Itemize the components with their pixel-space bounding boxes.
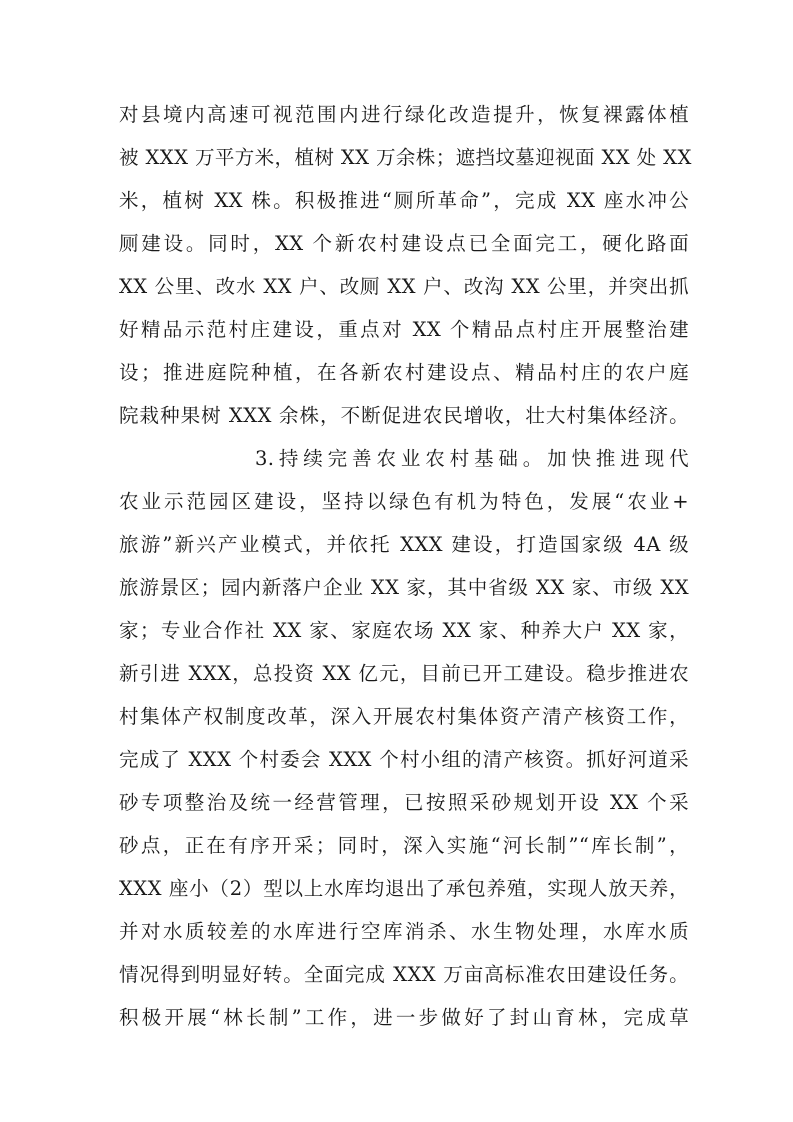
body-text-line: 设；推进庭院种植，在各新农村建设点、精品村庄的农户庭: [119, 361, 689, 384]
section-heading-line: 3.持续完善农业农村基础。加快推进现代: [255, 447, 689, 470]
body-text-line: 米，植树 XX 株。积极推进“厕所革命”，完成 XX 座水冲公: [119, 189, 689, 212]
body-text-line: 被 XXX 万平方米，植树 XX 万余株；遮挡坟墓迎视面 XX 处 XX: [119, 146, 692, 169]
body-text-line: 村集体产权制度改革，深入开展农村集体资产清产核资工作，: [119, 705, 689, 728]
body-text-line: 旅游”新兴产业模式，并依托 XXX 建设，打造国家级 4A 级: [119, 533, 689, 556]
body-text-line: 旅游景区；园内新落户企业 XX 家，其中省级 XX 家、市级 XX: [119, 576, 689, 599]
body-text-line: 对县境内高速可视范围内进行绿化改造提升，恢复裸露体植: [119, 103, 689, 126]
body-text-line: 砂点，正在有序开采；同时，深入实施“河长制”“库长制”，: [119, 834, 689, 857]
body-text-line: XXX 座小（2）型以上水库均退出了承包养殖，实现人放天养，: [119, 877, 689, 900]
body-text-line: 院栽种果树 XXX 余株，不断促进农民增收，壮大村集体经济。: [119, 404, 689, 427]
body-text-line: 新引进 XXX，总投资 XX 亿元，目前已开工建设。稳步推进农: [119, 662, 689, 685]
body-text-line: 情况得到明显好转。全面完成 XXX 万亩高标准农田建设任务。: [119, 963, 689, 986]
body-text-line: 砂专项整治及统一经营管理，已按照采砂规划开设 XX 个采: [119, 791, 689, 814]
body-text-line: 家；专业合作社 XX 家、家庭农场 XX 家、种养大户 XX 家，: [119, 619, 689, 642]
body-text-line: 完成了 XXX 个村委会 XXX 个村小组的清产核资。抓好河道采: [119, 748, 689, 771]
body-text-line: 并对水质较差的水库进行空库消杀、水生物处理，水库水质: [119, 920, 689, 943]
body-text-line: 厕建设。同时，XX 个新农村建设点已全面完工，硬化路面: [119, 232, 689, 255]
body-text-line: 好精品示范村庄建设，重点对 XX 个精品点村庄开展整治建: [119, 318, 689, 341]
body-text-line: XX 公里、改水 XX 户、改厕 XX 户、改沟 XX 公里，并突出抓: [119, 275, 689, 298]
body-text-line: 农业示范园区建设，坚持以绿色有机为特色，发展“农业+: [119, 490, 689, 513]
body-text-line: 积极开展“林长制”工作，进一步做好了封山育林，完成草: [119, 1006, 689, 1029]
